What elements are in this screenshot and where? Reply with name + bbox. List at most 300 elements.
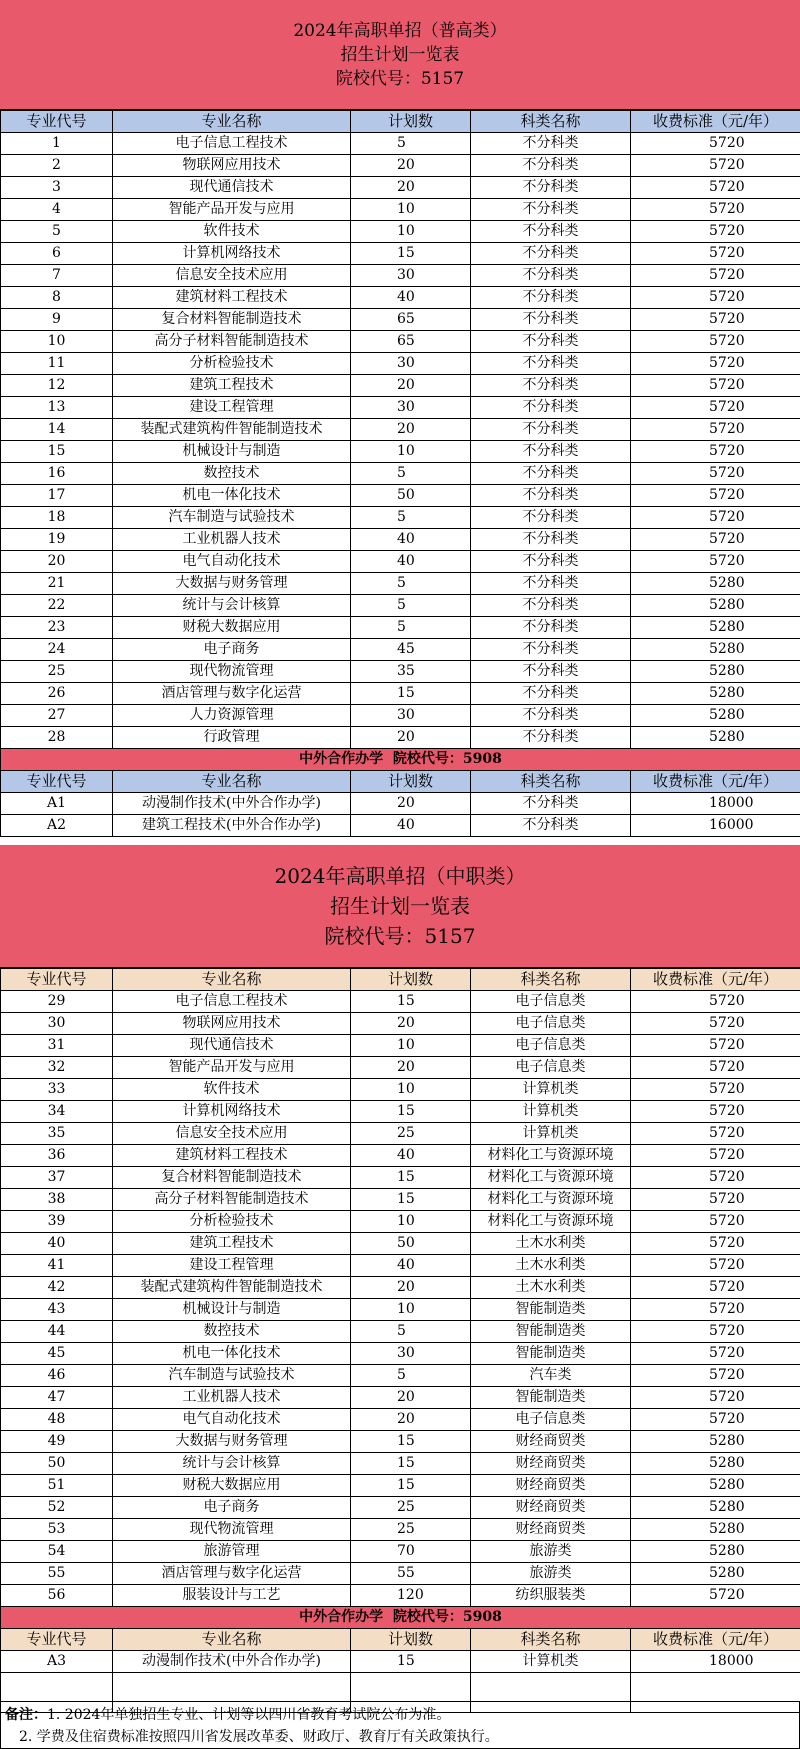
cell-count: 30	[351, 353, 471, 375]
cell-code: 21	[1, 573, 113, 595]
table-row	[1, 1299, 800, 1321]
cell-count: 40	[351, 1145, 471, 1167]
cell-fee: 5280	[631, 1519, 800, 1541]
table-row	[1, 375, 800, 397]
cell-category: 不分科类	[471, 683, 631, 705]
cell-code: 32	[1, 1057, 113, 1079]
cell-major: 建筑材料工程技术	[113, 287, 351, 309]
cell-major: 复合材料智能制造技术	[113, 1167, 351, 1189]
cell-code: 53	[1, 1519, 113, 1541]
table-row	[1, 1167, 800, 1189]
cell-fee: 5720	[631, 1343, 800, 1365]
cell-category: 不分科类	[471, 397, 631, 419]
cell-code: 38	[1, 1189, 113, 1211]
cell-category: 智能制造类	[471, 1299, 631, 1321]
cell-fee: 5720	[631, 243, 800, 265]
cell-code: 30	[1, 1013, 113, 1035]
cell-code: 44	[1, 1321, 113, 1343]
cell-major: 建设工程管理	[113, 1255, 351, 1277]
cell-major: 电子商务	[113, 1497, 351, 1519]
cell-count: 70	[351, 1541, 471, 1563]
cell-major: 电子信息工程技术	[113, 991, 351, 1013]
table-row	[1, 1519, 800, 1541]
cell-count: 15	[351, 1431, 471, 1453]
cell-category: 不分科类	[471, 441, 631, 463]
cell-count: 50	[351, 485, 471, 507]
cell-category: 计算机类	[471, 1101, 631, 1123]
cell-count: 55	[351, 1563, 471, 1585]
cell-fee: 5280	[631, 1431, 800, 1453]
table-row	[1, 1277, 800, 1299]
table-row	[1, 551, 800, 573]
coop-row	[1, 815, 800, 837]
cell-category: 电子信息类	[471, 1013, 631, 1035]
cell-fee: 5720	[631, 485, 800, 507]
table-row	[1, 1013, 800, 1035]
cell-fee: 5280	[631, 1497, 800, 1519]
header-count: 计划数	[351, 771, 471, 793]
cell-fee: 5720	[631, 309, 800, 331]
cell-fee: 5280	[631, 727, 800, 749]
cell-code: 45	[1, 1343, 113, 1365]
cell-count: 5	[351, 507, 471, 529]
table-row	[1, 1101, 800, 1123]
table-row	[1, 1079, 800, 1101]
header-code: 专业代号	[1, 969, 113, 991]
cell-code: 17	[1, 485, 113, 507]
cell-count: 20	[351, 1387, 471, 1409]
table-row	[1, 1321, 800, 1343]
cell-major: 财税大数据应用	[113, 1475, 351, 1497]
cell-code: 13	[1, 397, 113, 419]
table-row	[1, 1409, 800, 1431]
table-row	[1, 705, 800, 727]
table-row	[1, 1585, 800, 1607]
cell-code: 3	[1, 177, 113, 199]
cell-category: 不分科类	[471, 199, 631, 221]
cell-major: 现代通信技术	[113, 177, 351, 199]
table-row	[1, 441, 800, 463]
cell-major: 行政管理	[113, 727, 351, 749]
table-row	[1, 309, 800, 331]
cell-major: 建设工程管理	[113, 397, 351, 419]
cell-count: 10	[351, 1035, 471, 1057]
cell-count: 30	[351, 265, 471, 287]
header-fee: 收费标准（元/年）	[631, 111, 800, 133]
table-row	[1, 1343, 800, 1365]
cell-major: 汽车制造与试验技术	[113, 1365, 351, 1387]
cell-count: 25	[351, 1123, 471, 1145]
cell-major: 电子信息工程技术	[113, 133, 351, 155]
cell-category: 不分科类	[471, 331, 631, 353]
cell-major: 高分子材料智能制造技术	[113, 1189, 351, 1211]
table-row	[1, 1255, 800, 1277]
table-row	[1, 331, 800, 353]
cell-major: 复合材料智能制造技术	[113, 309, 351, 331]
table-row	[1, 485, 800, 507]
cell-count: 20	[351, 1057, 471, 1079]
cell-category: 旅游类	[471, 1541, 631, 1563]
cell-category: 汽车类	[471, 1365, 631, 1387]
cell-fee: 5280	[631, 1453, 800, 1475]
coop-header-row	[1, 771, 800, 793]
table-row	[1, 1387, 800, 1409]
cell-fee: 18000	[631, 793, 800, 815]
cell-fee: 5720	[631, 991, 800, 1013]
cell-fee: 5720	[631, 177, 800, 199]
cell-fee: 18000	[631, 1651, 800, 1673]
header-category: 科类名称	[471, 771, 631, 793]
cell-category: 智能制造类	[471, 1321, 631, 1343]
cell-category: 计算机类	[471, 1123, 631, 1145]
cell-fee: 16000	[631, 815, 800, 837]
cell-code: 20	[1, 551, 113, 573]
header-name: 专业名称	[113, 111, 351, 133]
cell-code: 40	[1, 1233, 113, 1255]
table-row	[1, 661, 800, 683]
coop-title-row	[1, 749, 800, 771]
header-count: 计划数	[351, 1629, 471, 1651]
header-code: 专业代号	[1, 771, 113, 793]
cell-category: 不分科类	[471, 573, 631, 595]
plan-table-vocational	[0, 968, 800, 1713]
cell-code: 10	[1, 331, 113, 353]
cell-code: 22	[1, 595, 113, 617]
cell-count: 25	[351, 1519, 471, 1541]
cell-code: 4	[1, 199, 113, 221]
coop-title: 中外合作办学 院校代号：5908	[1, 749, 800, 771]
cell-count: 20	[351, 1013, 471, 1035]
table-row	[1, 221, 800, 243]
cell-count: 120	[351, 1585, 471, 1607]
table-row	[1, 177, 800, 199]
cell-major: 人力资源管理	[113, 705, 351, 727]
cell-category: 材料化工与资源环境	[471, 1167, 631, 1189]
cell-fee: 5720	[631, 419, 800, 441]
table-row	[1, 155, 800, 177]
cell-major: 旅游管理	[113, 1541, 351, 1563]
cell-fee: 5280	[631, 617, 800, 639]
cell-fee: 5280	[631, 1475, 800, 1497]
cell-code: 52	[1, 1497, 113, 1519]
table-row	[1, 529, 800, 551]
cell-fee: 5720	[631, 441, 800, 463]
cell-count: 5	[351, 133, 471, 155]
coop-header-row	[1, 1629, 800, 1651]
header-fee: 收费标准（元/年）	[631, 1629, 800, 1651]
cell-code: 46	[1, 1365, 113, 1387]
cell-fee: 5720	[631, 1101, 800, 1123]
cell-category: 不分科类	[471, 133, 631, 155]
cell-count: 15	[351, 1651, 471, 1673]
cell-count: 10	[351, 1079, 471, 1101]
cell-major: 汽车制造与试验技术	[113, 507, 351, 529]
cell-count: 20	[351, 727, 471, 749]
cell-major: 装配式建筑构件智能制造技术	[113, 1277, 351, 1299]
cell-code: 36	[1, 1145, 113, 1167]
cell-major: 电气自动化技术	[113, 551, 351, 573]
cell-count: 30	[351, 705, 471, 727]
cell-major: 机电一体化技术	[113, 1343, 351, 1365]
cell-category: 不分科类	[471, 617, 631, 639]
cell-fee: 5280	[631, 705, 800, 727]
table-row	[1, 1541, 800, 1563]
cell-category: 不分科类	[471, 661, 631, 683]
header-code: 专业代号	[1, 1629, 113, 1651]
cell-code: 18	[1, 507, 113, 529]
cell-category: 旅游类	[471, 1563, 631, 1585]
cell-category: 土木水利类	[471, 1255, 631, 1277]
cell-count: 15	[351, 1101, 471, 1123]
notes-label: 备注：	[5, 1707, 47, 1723]
cell-count: 15	[351, 1453, 471, 1475]
table-row	[1, 1497, 800, 1519]
cell-code: 14	[1, 419, 113, 441]
cell-count: 65	[351, 331, 471, 353]
cell-major: 分析检验技术	[113, 353, 351, 375]
cell-category: 财经商贸类	[471, 1475, 631, 1497]
cell-major: 物联网应用技术	[113, 155, 351, 177]
cell-fee: 5720	[631, 331, 800, 353]
cell-major: 动漫制作技术(中外合作办学)	[113, 793, 351, 815]
cell-major: 工业机器人技术	[113, 1387, 351, 1409]
cell-fee: 5720	[631, 1035, 800, 1057]
cell-code: 55	[1, 1563, 113, 1585]
banner-title: 2024年高职单招（中职类）	[274, 864, 526, 888]
cell-category: 财经商贸类	[471, 1497, 631, 1519]
cell-code: 50	[1, 1453, 113, 1475]
cell-category: 不分科类	[471, 463, 631, 485]
cell-category: 财经商贸类	[471, 1453, 631, 1475]
banner-vocational	[0, 845, 800, 968]
cell-category: 财经商贸类	[471, 1519, 631, 1541]
cell-category: 不分科类	[471, 815, 631, 837]
table-row	[1, 397, 800, 419]
cell-count: 10	[351, 1211, 471, 1233]
cell-fee: 5720	[631, 507, 800, 529]
cell-major: 电子商务	[113, 639, 351, 661]
cell-count: 15	[351, 991, 471, 1013]
cell-code: 41	[1, 1255, 113, 1277]
cell-fee: 5720	[631, 1585, 800, 1607]
table-row	[1, 1475, 800, 1497]
cell-category: 不分科类	[471, 177, 631, 199]
banner-code: 院校代号：5157	[324, 924, 476, 948]
header-count: 计划数	[351, 969, 471, 991]
cell-category: 不分科类	[471, 287, 631, 309]
cell-fee: 5720	[631, 397, 800, 419]
cell-fee: 5720	[631, 1387, 800, 1409]
cell-fee: 5280	[631, 1563, 800, 1585]
cell-major: 软件技术	[113, 221, 351, 243]
cell-count: 20	[351, 1277, 471, 1299]
cell-count: 30	[351, 397, 471, 419]
table-row	[1, 1057, 800, 1079]
table-row	[1, 683, 800, 705]
cell-count: 20	[351, 155, 471, 177]
table-row	[1, 1453, 800, 1475]
cell-major: 机械设计与制造	[113, 441, 351, 463]
cell-code: 15	[1, 441, 113, 463]
cell-code: 27	[1, 705, 113, 727]
table-row	[1, 133, 800, 155]
table-row	[1, 419, 800, 441]
cell-major: 建筑工程技术	[113, 1233, 351, 1255]
cell-count: 30	[351, 1343, 471, 1365]
cell-category: 不分科类	[471, 265, 631, 287]
cell-fee: 5720	[631, 375, 800, 397]
table-row	[1, 507, 800, 529]
table-row	[1, 1123, 800, 1145]
cell-category: 材料化工与资源环境	[471, 1211, 631, 1233]
cell-fee: 5720	[631, 1123, 800, 1145]
table-row	[1, 727, 800, 749]
cell-code: 16	[1, 463, 113, 485]
plan-table-general	[0, 110, 800, 837]
header-code: 专业代号	[1, 111, 113, 133]
table-row	[1, 595, 800, 617]
cell-fee: 5720	[631, 529, 800, 551]
cell-category: 财经商贸类	[471, 1431, 631, 1453]
cell-count: 35	[351, 661, 471, 683]
cell-category: 不分科类	[471, 705, 631, 727]
cell-fee: 5720	[631, 133, 800, 155]
cell-count: 40	[351, 529, 471, 551]
coop-row	[1, 1651, 800, 1673]
notes	[0, 1701, 800, 1749]
cell-category: 不分科类	[471, 727, 631, 749]
header-category: 科类名称	[471, 111, 631, 133]
table-row	[1, 1035, 800, 1057]
cell-code: 28	[1, 727, 113, 749]
cell-major: 大数据与财务管理	[113, 573, 351, 595]
cell-major: 数控技术	[113, 463, 351, 485]
cell-code: 26	[1, 683, 113, 705]
cell-fee: 5720	[631, 221, 800, 243]
cell-count: 15	[351, 1475, 471, 1497]
cell-code: 1	[1, 133, 113, 155]
cell-code: A3	[1, 1651, 113, 1673]
cell-major: 物联网应用技术	[113, 1013, 351, 1035]
cell-category: 不分科类	[471, 485, 631, 507]
table-row	[1, 1431, 800, 1453]
cell-major: 现代物流管理	[113, 661, 351, 683]
cell-fee: 5720	[631, 1277, 800, 1299]
note-line-2: 2. 学费及住宿费标准按照四川省发展改革委、财政厅、教育厅有关政策执行。	[19, 1729, 499, 1745]
cell-count: 15	[351, 243, 471, 265]
cell-category: 不分科类	[471, 419, 631, 441]
cell-count: 25	[351, 1497, 471, 1519]
cell-major: 大数据与财务管理	[113, 1431, 351, 1453]
cell-major: 智能产品开发与应用	[113, 199, 351, 221]
cell-code: 39	[1, 1211, 113, 1233]
cell-category: 纺织服装类	[471, 1585, 631, 1607]
cell-code: 54	[1, 1541, 113, 1563]
cell-code: 29	[1, 991, 113, 1013]
cell-count: 15	[351, 1189, 471, 1211]
table-row	[1, 265, 800, 287]
cell-code: 42	[1, 1277, 113, 1299]
cell-code: 49	[1, 1431, 113, 1453]
table-row	[1, 639, 800, 661]
cell-fee: 5720	[631, 551, 800, 573]
coop-row	[1, 793, 800, 815]
cell-fee: 5280	[631, 573, 800, 595]
cell-code: 5	[1, 221, 113, 243]
cell-category: 不分科类	[471, 793, 631, 815]
cell-major: 装配式建筑构件智能制造技术	[113, 419, 351, 441]
cell-code: 25	[1, 661, 113, 683]
table-row	[1, 287, 800, 309]
table-row	[1, 1189, 800, 1211]
table-row	[1, 353, 800, 375]
table-header-row	[1, 111, 800, 133]
cell-code: 37	[1, 1167, 113, 1189]
table-row	[1, 1233, 800, 1255]
cell-fee: 5720	[631, 1233, 800, 1255]
cell-major: 酒店管理与数字化运营	[113, 683, 351, 705]
cell-fee: 5720	[631, 1321, 800, 1343]
cell-code: 9	[1, 309, 113, 331]
cell-major: 现代物流管理	[113, 1519, 351, 1541]
cell-category: 电子信息类	[471, 1409, 631, 1431]
table-row	[1, 463, 800, 485]
cell-count: 5	[351, 617, 471, 639]
cell-count: 15	[351, 683, 471, 705]
cell-major: 建筑工程技术(中外合作办学)	[113, 815, 351, 837]
cell-count: 65	[351, 309, 471, 331]
cell-category: 不分科类	[471, 309, 631, 331]
cell-fee: 5720	[631, 1409, 800, 1431]
coop-title: 中外合作办学 院校代号：5908	[1, 1607, 800, 1629]
cell-count: 5	[351, 573, 471, 595]
cell-count: 40	[351, 287, 471, 309]
cell-fee: 5720	[631, 463, 800, 485]
cell-fee: 5720	[631, 1365, 800, 1387]
cell-major: 机械设计与制造	[113, 1299, 351, 1321]
banner-general	[0, 0, 800, 110]
cell-code: 33	[1, 1079, 113, 1101]
cell-major: 分析检验技术	[113, 1211, 351, 1233]
cell-major: 高分子材料智能制造技术	[113, 331, 351, 353]
cell-category: 不分科类	[471, 507, 631, 529]
cell-count: 50	[351, 1233, 471, 1255]
cell-category: 计算机类	[471, 1079, 631, 1101]
cell-category: 不分科类	[471, 375, 631, 397]
cell-category: 智能制造类	[471, 1387, 631, 1409]
cell-count: 10	[351, 1299, 471, 1321]
banner-subtitle: 招生计划一览表	[330, 894, 470, 918]
banner-code: 院校代号：5157	[335, 69, 465, 89]
cell-count: 45	[351, 639, 471, 661]
cell-code: 19	[1, 529, 113, 551]
cell-category: 不分科类	[471, 551, 631, 573]
cell-category: 不分科类	[471, 155, 631, 177]
cell-fee: 5720	[631, 1299, 800, 1321]
cell-major: 机电一体化技术	[113, 485, 351, 507]
cell-major: 服装设计与工艺	[113, 1585, 351, 1607]
cell-major: 动漫制作技术(中外合作办学)	[113, 1651, 351, 1673]
cell-category: 材料化工与资源环境	[471, 1145, 631, 1167]
cell-category: 电子信息类	[471, 1035, 631, 1057]
cell-category: 不分科类	[471, 243, 631, 265]
cell-code: A1	[1, 793, 113, 815]
cell-count: 5	[351, 463, 471, 485]
note-text-1: 1. 2024年单独招生专业、计划等以四川省教育考试院公布为准。	[47, 1707, 451, 1723]
cell-count: 20	[351, 419, 471, 441]
table-header-row	[1, 969, 800, 991]
cell-code: 7	[1, 265, 113, 287]
